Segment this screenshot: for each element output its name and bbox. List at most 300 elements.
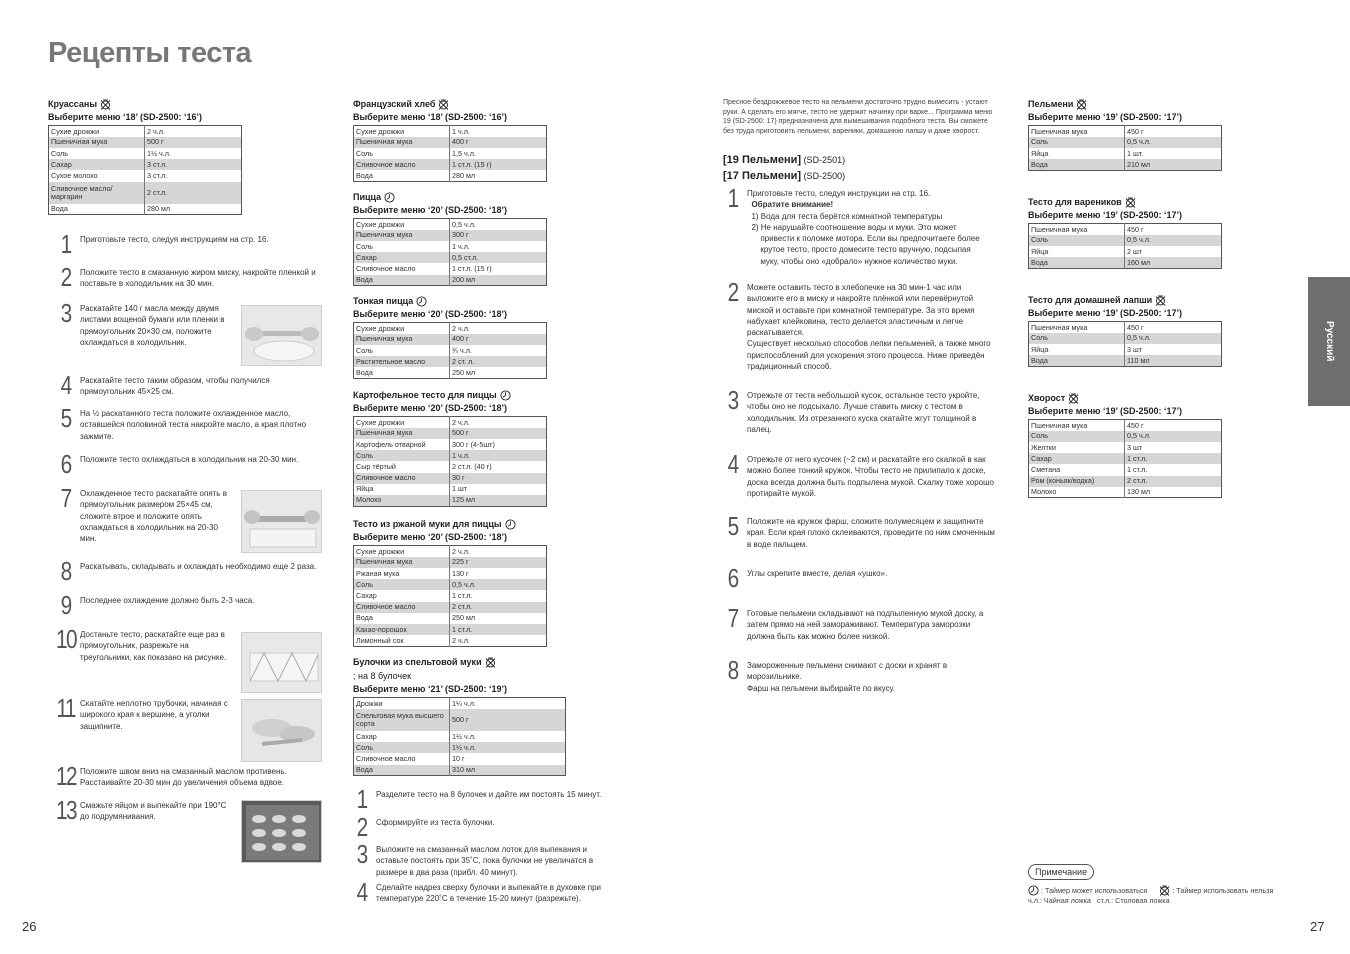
ingredient-amount: 1 ст.л. (15 г) bbox=[450, 159, 547, 170]
ingredient-row bbox=[354, 568, 547, 579]
ingredient-amount: 500 г bbox=[450, 428, 547, 439]
step-number: 1 bbox=[727, 183, 738, 213]
ingredient-amount: 1 ст.л. bbox=[450, 624, 547, 635]
recipe-name: Французский хлеб bbox=[353, 98, 436, 109]
ingredient-amount: 2 ч.л. bbox=[147, 126, 165, 136]
ingredient-name: Вода bbox=[354, 613, 450, 624]
page-number-right: 27 bbox=[1310, 919, 1325, 934]
recipe-name: Картофельное тесто для пиццы bbox=[353, 389, 497, 400]
step-text: Смажьте яйцом и выпекайте при 190°C до подрумянивания. bbox=[80, 801, 227, 822]
recipe-name: Тонкая пицца bbox=[353, 295, 414, 306]
ingredient-amount: 1 ч.л. bbox=[450, 450, 547, 461]
step-text: Сформируйте из теста булочки. bbox=[376, 818, 495, 827]
timer-icon bbox=[416, 296, 427, 307]
ingredient-row bbox=[354, 148, 547, 159]
recipe-name: Пельмени bbox=[1028, 98, 1074, 109]
ingredient-amount: 2 шт bbox=[1127, 246, 1143, 256]
ingredient-row bbox=[354, 731, 566, 742]
ingredient-name: Соль bbox=[1029, 235, 1125, 246]
recipe-name: Пицца bbox=[353, 191, 382, 202]
ingredient-name: Вода bbox=[1029, 257, 1125, 268]
step-10 bbox=[56, 624, 235, 663]
ingredients-table bbox=[1028, 419, 1222, 498]
ingredient-row bbox=[49, 148, 242, 159]
ingredient-amount: 500 г bbox=[450, 709, 566, 731]
ingredient-row bbox=[354, 602, 547, 613]
ingredient-name: Соль bbox=[354, 742, 450, 753]
step-2 bbox=[352, 812, 608, 842]
ingredient-row bbox=[354, 170, 547, 181]
ingredient-amount: 0,5 ч.л. bbox=[450, 579, 547, 590]
step-4 bbox=[56, 370, 320, 400]
step-number: 11 bbox=[56, 693, 75, 723]
ingredient-name: Пшеничная мука bbox=[49, 137, 145, 148]
heading-text: [19 Пельмени] bbox=[723, 154, 802, 166]
ingredient-row bbox=[354, 698, 566, 709]
ingredient-name: Ром (коньяк/водка) bbox=[1029, 476, 1125, 487]
step-text: Углы скрепите вместе, делая «ушко». bbox=[747, 569, 888, 578]
step-number: 4 bbox=[60, 370, 71, 400]
step-8 bbox=[56, 556, 325, 586]
step-text: Положите тесто в смазанную жиром миску, накройте пленкой и поставьте в холодильник на 30 мин. bbox=[80, 268, 316, 289]
ingredient-row bbox=[1029, 333, 1222, 344]
ingredient-name: Соль bbox=[354, 148, 450, 159]
ingredient-row bbox=[1029, 224, 1222, 235]
ingredient-row bbox=[354, 230, 547, 241]
ingredient-name: Пшеничная мука bbox=[354, 428, 450, 439]
ingredient-row bbox=[354, 579, 547, 590]
ingredient-name: Сухие дрожжи bbox=[49, 126, 145, 137]
ingredient-row bbox=[1029, 431, 1222, 442]
ingredient-amount: 2 ст. л. bbox=[450, 356, 547, 367]
ingredient-amount: 0,5 ч.л. bbox=[1125, 235, 1222, 246]
step-text: Сделайте надрез сверху булочки и выпекайте в духовке при температуре 220˚С в течение 15-20 минут (разрежьте). bbox=[376, 883, 601, 904]
step-text: Готовые пельмени складывают на подпыленную мукой доску, а затем прямо на ней замораживают. Температура заморозки должна быть как можно более низкой. bbox=[747, 609, 984, 641]
ingredient-name: Соль bbox=[354, 579, 450, 590]
ingredient-row bbox=[354, 557, 547, 568]
ingredient-name: Яйца bbox=[1029, 344, 1125, 355]
language-tab bbox=[1308, 277, 1350, 406]
ingredients-table bbox=[353, 322, 547, 379]
ingredient-name: Соль bbox=[354, 450, 450, 461]
ingredient-name: Сухое молоко bbox=[49, 170, 145, 181]
ingredient-name: Сухие дрожжи bbox=[354, 323, 450, 334]
ingredient-name: Сахар bbox=[1029, 453, 1125, 464]
recipe-rye-pizza bbox=[353, 518, 547, 647]
ingredient-amount: 400 г bbox=[450, 334, 547, 345]
no-timer-icon bbox=[485, 657, 496, 668]
ingredient-row bbox=[354, 495, 547, 506]
step-text: Раскатайте 140 г масла между двумя листами вощеной бумаги или пленки в прямоугольник 20×30 см, положите охлаждаться в холодильник. bbox=[80, 304, 225, 347]
recipe-menu: Выберите меню ‘18’ (SD-2500: ‘16’) bbox=[48, 112, 203, 122]
ingredient-amount: 2 ст.л. (40 г) bbox=[452, 462, 492, 472]
ingredient-name: Сахар bbox=[354, 731, 450, 742]
ingredient-row bbox=[354, 252, 547, 263]
ingredient-name: Вода bbox=[1029, 159, 1125, 170]
ingredient-row bbox=[1029, 257, 1222, 268]
ingredient-amount: 0,5 ч.л. bbox=[1125, 431, 1222, 442]
dumplings-intro: Пресное бездрожжевое тесто на пельмени достаточно трудно вымесить - устают руки. А сделать его мягче, тесто не удержит начинку при варке... Программа меню 19 (SD-2500: 17) предназначена для вымешивания подобного теста. Вы сможете без труда приготовить пельмени, вареники, домашнюю лапшу и даже хворост. bbox=[723, 99, 993, 135]
ingredient-name: Сливочное масло bbox=[354, 602, 450, 613]
recipe-croissants bbox=[48, 98, 242, 215]
ingredient-name: Соль bbox=[1029, 431, 1125, 442]
heading-model: (SD-2501) bbox=[801, 155, 846, 165]
heading-text: [17 Пельмени] bbox=[723, 170, 802, 182]
page-number-left: 26 bbox=[22, 919, 37, 934]
step-number: 1 bbox=[60, 229, 71, 259]
step-text: Положите на кружок фарш, сложите полумесяцем и защипните края. Если края плохо склеиваются, проведите по ним смоченным в воде пальцем. bbox=[747, 517, 995, 549]
step-text: Положите швом вниз на смазанный маслом противень. Расстаивайте 20-30 мин до увеличения объема вдвое. bbox=[80, 767, 287, 788]
ingredient-amount: 3 ст.л. bbox=[145, 159, 242, 170]
ingredient-amount: 310 мл bbox=[450, 765, 566, 776]
ingredient-row bbox=[1029, 126, 1222, 137]
ingredient-amount: 1 ст.л. bbox=[452, 591, 473, 601]
recipe-menu: Выберите меню ‘20’ (SD-2500: ‘18’) bbox=[353, 403, 508, 413]
step-number: 3 bbox=[60, 298, 71, 328]
ingredient-name: Сметана bbox=[1029, 464, 1125, 475]
ingredients-table bbox=[353, 697, 566, 776]
recipe-menu: Выберите меню ‘19’ (SD-2500: ‘17’) bbox=[1028, 308, 1183, 318]
step-text: Скатайте неплотно трубочки, начиная с широкого края к вершине, а уголки защипните. bbox=[80, 699, 228, 731]
ingredient-amount: 280 мл bbox=[452, 170, 476, 180]
ingredient-amount: 1¼ ч.л. bbox=[452, 698, 476, 708]
recipe-lapsha bbox=[1028, 294, 1222, 367]
no-timer-icon bbox=[1068, 393, 1079, 404]
ingredient-row bbox=[354, 590, 547, 601]
ingredient-amount: 3 шт bbox=[1127, 344, 1143, 354]
step-4 bbox=[352, 877, 608, 907]
ingredient-row bbox=[49, 126, 242, 137]
ingredients-table bbox=[1028, 321, 1222, 367]
ingredient-name: Пшеничная мука bbox=[354, 334, 450, 345]
step-9 bbox=[56, 590, 320, 620]
ingredient-amount: 1 шт bbox=[452, 484, 468, 494]
ingredient-row bbox=[49, 204, 242, 215]
ingredient-amount: 2 ч.л. bbox=[452, 417, 470, 427]
photo-baking-tray bbox=[241, 800, 322, 863]
ingredient-amount: 1 ст.л. (15 г) bbox=[452, 264, 492, 274]
ingredient-name: Сливочное масло bbox=[354, 263, 450, 274]
recipe-menu: Выберите меню ‘21’ (SD-2500: ‘19’) bbox=[353, 684, 508, 695]
step-number: 2 bbox=[356, 812, 367, 842]
ingredient-amount: 200 мл bbox=[450, 275, 547, 286]
recipe-vareniki bbox=[1028, 196, 1222, 269]
step-number: 10 bbox=[56, 624, 76, 654]
step-6 bbox=[56, 449, 320, 479]
ingredient-row bbox=[1029, 487, 1222, 498]
step-7 bbox=[723, 603, 997, 642]
timer-icon bbox=[384, 192, 395, 203]
ingredient-name: Лимонный сок bbox=[354, 635, 450, 646]
ingredient-name: Сухие дрожжи bbox=[354, 126, 450, 137]
dumplings-heading-1 bbox=[723, 153, 845, 168]
recipe-thin-pizza bbox=[353, 295, 547, 379]
timer-icon bbox=[1028, 885, 1039, 896]
ingredient-amount: 1 ст.л. bbox=[1125, 453, 1222, 464]
ingredient-amount: 160 мл bbox=[1125, 257, 1222, 268]
recipe-name: Тесто для вареников bbox=[1028, 196, 1122, 207]
ingredient-row bbox=[1029, 148, 1222, 159]
ingredient-row bbox=[354, 417, 547, 428]
ingredient-row bbox=[354, 546, 547, 557]
ingredient-row bbox=[354, 473, 547, 484]
ingredient-name: Пшеничная мука bbox=[1029, 126, 1125, 137]
recipe-menu: Выберите меню ‘19’ (SD-2500: ‘17’) bbox=[1028, 112, 1183, 122]
ingredient-row bbox=[354, 461, 547, 472]
ingredient-row bbox=[49, 137, 242, 148]
no-timer-icon bbox=[1125, 197, 1136, 208]
ingredient-name: Сухие дрожжи bbox=[354, 417, 450, 428]
step-number: 13 bbox=[56, 795, 76, 825]
ingredient-row bbox=[1029, 420, 1222, 431]
step-number: 7 bbox=[60, 483, 71, 513]
recipe-french-bread bbox=[353, 98, 547, 182]
ingredient-row bbox=[354, 484, 547, 495]
ingredient-amount: 450 г bbox=[1127, 322, 1144, 332]
step-5 bbox=[56, 403, 320, 442]
ingredient-amount: 1 ч.л. bbox=[452, 241, 470, 251]
ingredient-amount: 2 ч.л. bbox=[452, 546, 470, 556]
ingredient-amount: 0,5 ч.л. bbox=[1125, 333, 1222, 344]
no-timer-icon bbox=[1159, 885, 1170, 896]
ingredient-row bbox=[1029, 137, 1222, 148]
recipe-menu: Выберите меню ‘20’ (SD-2500: ‘18’) bbox=[353, 205, 508, 215]
no-timer-icon bbox=[1076, 99, 1087, 110]
ingredient-amount: 130 мл bbox=[1127, 487, 1151, 497]
step-11 bbox=[56, 693, 235, 732]
recipe-menu: Выберите меню ‘20’ (SD-2500: ‘18’) bbox=[353, 532, 508, 542]
ingredient-amount: 0,5 ч.л. bbox=[1125, 137, 1222, 148]
ingredient-name: Соль bbox=[354, 241, 450, 252]
ingredient-name: Яйца bbox=[1029, 148, 1125, 159]
step-text: Можете оставить тесто в хлебопечке на 30 мин-1 час или выложите его в миску и накройте плёнкой или перевёрнутой миской и оставьте при комнатной температуре. За это время набухает клейковина, тесто делается эластичным и легче раскатывается. Существует несколько способов лепки пельменей, а также много приспособлений для ускорения этого процесса. Ниже приведён традиционный способ. bbox=[747, 283, 991, 372]
step-1 bbox=[352, 784, 608, 814]
step-text: Охлажденное тесто раскатайте опять в прямоугольник размером 25×45 см, сложите втрое и положите опять охлаждаться в холодильник на 20-30 мин. bbox=[80, 489, 227, 544]
step-number: 8 bbox=[60, 556, 71, 586]
legend-timer-no: : Таймер использовать нельзя bbox=[1172, 885, 1274, 895]
step-text: Приготовьте тесто, следуя инструкциям на стр. 16. bbox=[80, 235, 269, 244]
ingredient-row bbox=[354, 753, 566, 764]
ingredient-row bbox=[354, 275, 547, 286]
ingredient-amount: 280 мл bbox=[147, 203, 171, 213]
recipe-name: Булочки из спельтовой муки bbox=[353, 656, 482, 667]
recipe-name: Круассаны bbox=[48, 98, 98, 109]
step-number: 2 bbox=[727, 277, 738, 307]
ingredients-table bbox=[353, 416, 547, 507]
step-number: 4 bbox=[727, 449, 738, 479]
ingredient-name: Яйца bbox=[354, 484, 450, 495]
language-label: Русский bbox=[1323, 321, 1335, 362]
ingredient-name: Спельтовая мука высшего сорта bbox=[354, 709, 450, 731]
step-number: 12 bbox=[56, 761, 76, 791]
ingredient-row bbox=[354, 241, 547, 252]
ingredient-name: Вода bbox=[354, 275, 450, 286]
ingredient-name: Соль bbox=[1029, 333, 1125, 344]
ingredient-name: Картофель отварной bbox=[354, 439, 450, 450]
ingredient-row bbox=[49, 159, 242, 170]
ingredient-name: Соль bbox=[1029, 137, 1125, 148]
ingredient-name: Вода bbox=[1029, 355, 1125, 366]
step-2 bbox=[723, 277, 997, 372]
ingredient-row bbox=[1029, 476, 1222, 487]
ingredient-amount: 450 г bbox=[1127, 126, 1144, 136]
recipe-potato-pizza bbox=[353, 389, 547, 507]
timer-icon bbox=[500, 390, 511, 401]
step-text: Отрежьте от него кусочек (~2 см) и раскатайте его скалкой в как можно более тонкий кружок. Чтобы тесто не прилипало к доске, доска всегда должна быть подпылена мукой. Скалку тоже хорошо протирайте мукой. bbox=[747, 455, 994, 498]
ingredient-name: Вода bbox=[49, 204, 145, 215]
ingredients-table bbox=[353, 218, 547, 286]
ingredient-name: Сливочное масло bbox=[354, 753, 450, 764]
photo-rolling-croissant bbox=[241, 699, 322, 762]
ingredient-amount: 1,5 ч.л. bbox=[452, 148, 476, 158]
step-text: На ½ раскатанного теста положите охлажденное масло, оставшейся половиной теста накройте масло, а края плотно зажмите. bbox=[80, 409, 307, 441]
ingredient-name: Желтки bbox=[1029, 442, 1125, 453]
ingredient-row bbox=[354, 126, 547, 137]
step-number: 9 bbox=[60, 590, 71, 620]
recipe-pelmeni bbox=[1028, 98, 1222, 171]
ingredient-row bbox=[354, 742, 566, 753]
ingredient-amount: 3 шт bbox=[1127, 442, 1143, 452]
ingredient-amount: 450 г bbox=[1127, 224, 1144, 234]
ingredient-amount: 1 ч.л. bbox=[452, 126, 470, 136]
recipe-name: Хворост bbox=[1028, 392, 1066, 403]
step-3 bbox=[56, 298, 230, 348]
step-number: 3 bbox=[727, 385, 738, 415]
ingredient-row bbox=[1029, 442, 1222, 453]
ingredient-amount: 225 г bbox=[450, 557, 547, 568]
ingredient-amount: 210 мл bbox=[1125, 159, 1222, 170]
step-5 bbox=[723, 511, 997, 550]
step-12 bbox=[56, 761, 320, 791]
ingredient-name: Вода bbox=[354, 367, 450, 378]
ingredient-name: Молоко bbox=[354, 495, 450, 506]
ingredient-amount: 125 мл bbox=[450, 495, 547, 506]
ingredient-row bbox=[354, 367, 547, 378]
ingredient-amount: 2 ст.л. bbox=[1125, 476, 1222, 487]
ingredient-row bbox=[354, 356, 547, 367]
step-text: Выложите на смазанный маслом лоток для выпекания и оставьте постоять при 35˚С, пока булочки не увеличатся в размере в два раза (прибл. 40 минут). bbox=[376, 845, 594, 877]
step-1 bbox=[56, 229, 320, 259]
step-number: 2 bbox=[60, 262, 71, 292]
step-text: Положите тесто охлаждаться в холодильник на 20-30 мин. bbox=[80, 455, 299, 464]
ingredient-row bbox=[354, 345, 547, 356]
ingredient-amount: 2 ст.л. bbox=[450, 602, 547, 613]
ingredient-amount: 2 ч.л. bbox=[452, 635, 470, 645]
step-text: Раскатывать, складывать и охлаждать необходимо еще 2 раза. bbox=[80, 562, 317, 571]
ingredient-name: Сахар bbox=[354, 252, 450, 263]
step-13 bbox=[56, 795, 235, 825]
ingredient-row bbox=[354, 439, 547, 450]
ingredient-amount: 300 г bbox=[450, 230, 547, 241]
ingredient-name: Какао-порошок bbox=[354, 624, 450, 635]
ingredient-amount: 110 мл bbox=[1125, 355, 1222, 366]
ingredient-name: Сухие дрожжи bbox=[354, 546, 450, 557]
ingredient-amount: 1 ст.л. bbox=[1127, 465, 1148, 475]
ingredient-amount: 2 ч.л. bbox=[452, 323, 470, 333]
ingredient-amount: 250 мл bbox=[452, 367, 476, 377]
ingredient-amount: 0,5 ст.л. bbox=[450, 252, 547, 263]
step-4 bbox=[723, 449, 997, 499]
ingredient-amount: 500 г bbox=[145, 137, 242, 148]
step-text: Разделите тесто на 8 булочек и дайте им постоять 15 минут. bbox=[376, 790, 602, 799]
ingredient-amount: 400 г bbox=[450, 137, 547, 148]
step-number: 4 bbox=[356, 877, 367, 907]
no-timer-icon bbox=[100, 99, 111, 110]
ingredient-amount: 0,5 ч.л. bbox=[452, 219, 476, 229]
legend-timer-ok: : Таймер может использоваться bbox=[1041, 885, 1148, 895]
recipe-menu: Выберите меню ‘20’ (SD-2500: ‘18’) bbox=[353, 309, 508, 319]
ingredient-name: Молоко bbox=[1029, 487, 1125, 498]
step-2 bbox=[56, 262, 320, 292]
ingredient-name: Пшеничная мука bbox=[354, 557, 450, 568]
step-text: Последнее охлаждение должно быть 2-3 часа. bbox=[80, 596, 255, 605]
no-timer-icon bbox=[1155, 295, 1166, 306]
recipe-name: Тесто для домашней лапши bbox=[1028, 294, 1153, 305]
step-text: Приготовьте тесто, следуя инструкции на стр. 16. Обратите внимание! 1) Вода для теста берётся комнатной температуры 2) Не нарушайте соотношение воды и муки. Это может привести к поломке мотора. Если вы предпочитаете более крутое тесто, просто домесите тесто вручную, подсыпая муку, чтобы оно «добрало» нужное количество муки. bbox=[747, 189, 980, 266]
step-number: 5 bbox=[60, 403, 71, 433]
step-number: 7 bbox=[727, 603, 738, 633]
dumplings-heading-2 bbox=[723, 169, 845, 184]
ingredients-table bbox=[48, 125, 242, 215]
ingredient-name: Вода bbox=[354, 765, 450, 776]
ingredient-name: Яйца bbox=[1029, 246, 1125, 257]
step-text: Достаньте тесто, раскатайте еще раз в прямоугольник, разрежьте на треугольники, как показано на рисунке. bbox=[80, 630, 227, 662]
ingredient-row bbox=[1029, 235, 1222, 246]
ingredient-row bbox=[354, 219, 547, 230]
step-3 bbox=[352, 839, 608, 878]
ingredient-name: Сыр тёртый bbox=[354, 461, 450, 472]
ingredient-name: Пшеничная мука bbox=[1029, 420, 1125, 431]
ingredient-row bbox=[1029, 355, 1222, 366]
step-number: 8 bbox=[727, 655, 738, 685]
step-1 bbox=[723, 183, 997, 267]
ingredient-row bbox=[49, 170, 242, 181]
ingredient-name: Сухие дрожжи bbox=[354, 219, 450, 230]
ingredient-name: Вода bbox=[354, 170, 450, 181]
ingredients-table bbox=[1028, 223, 1222, 269]
recipe-pizza bbox=[353, 191, 547, 286]
step-number: 6 bbox=[60, 449, 71, 479]
recipe-buns bbox=[353, 656, 566, 776]
ingredient-name: Соль bbox=[49, 148, 145, 159]
step-7 bbox=[56, 483, 235, 544]
ingredient-row bbox=[1029, 453, 1222, 464]
recipe-menu: Выберите меню ‘19’ (SD-2500: ‘17’) bbox=[1028, 210, 1183, 220]
ingredient-name: Сахар bbox=[354, 590, 450, 601]
ingredients-table bbox=[1028, 125, 1222, 171]
step-text: Отрежьте от теста небольшой кусок, остальное тесто укройте, чтобы оно не подсыхало. Лучше ставить миску с тестом в холодильник. Из отрезанного куска скатайте жгут толщиной в палец. bbox=[747, 391, 980, 434]
ingredient-amount: 1½ ч.л. bbox=[452, 731, 476, 741]
ingredient-name: Пшеничная мука bbox=[1029, 224, 1125, 235]
photo-rolling-butter bbox=[241, 305, 322, 366]
step-text: Замороженные пельмени снимают с доски и хранят в морозильнике. Фарш на пельмени выбирайте по вкусу. bbox=[747, 661, 948, 693]
no-timer-icon bbox=[438, 99, 449, 110]
page-title: Рецепты теста bbox=[48, 37, 252, 69]
ingredient-row bbox=[1029, 246, 1222, 257]
ingredient-row bbox=[1029, 322, 1222, 333]
ingredients-table bbox=[353, 125, 547, 182]
ingredient-name: Дрожжи bbox=[354, 698, 450, 709]
step-3 bbox=[723, 385, 997, 435]
ingredient-row bbox=[354, 159, 547, 170]
recipe-khvorost bbox=[1028, 392, 1222, 498]
ingredient-row bbox=[1029, 159, 1222, 170]
step-number: 3 bbox=[356, 839, 367, 869]
ingredient-name: Пшеничная мука bbox=[354, 137, 450, 148]
recipe-name: Тесто из ржаной муки для пиццы bbox=[353, 518, 502, 529]
ingredient-amount: 2 ст.л. bbox=[145, 182, 242, 204]
step-number: 6 bbox=[727, 563, 738, 593]
